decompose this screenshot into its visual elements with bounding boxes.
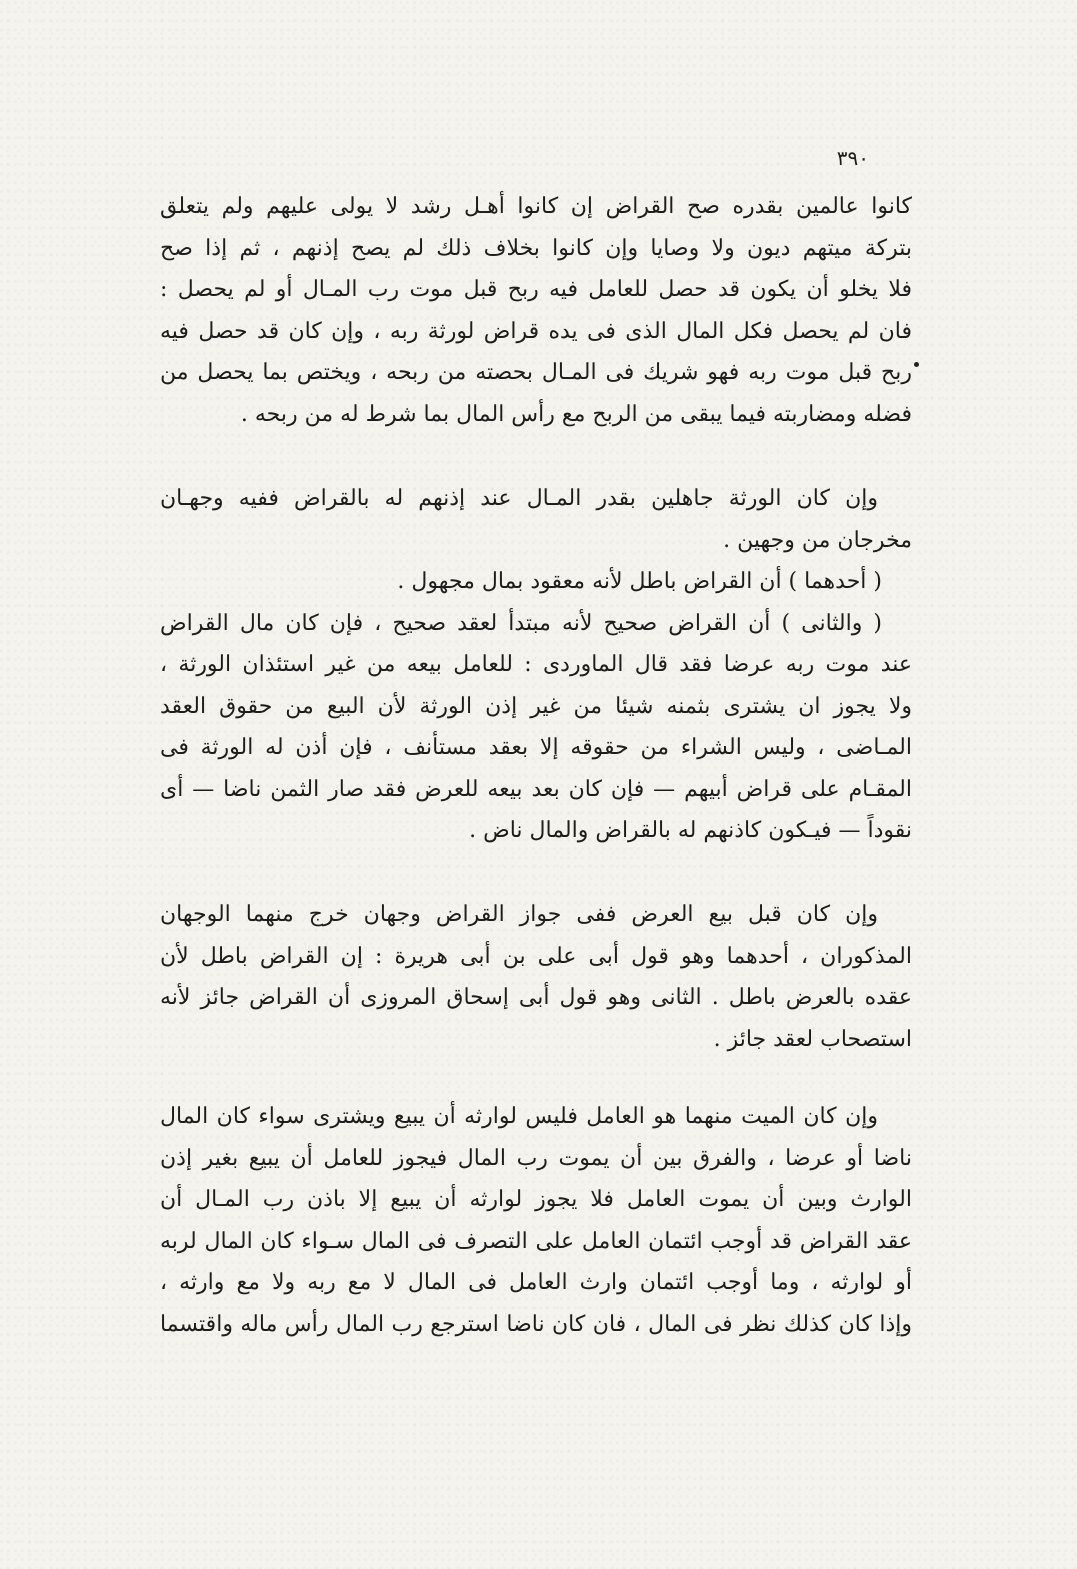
text-line: فلا يخلو أن يكون قد حصل للعامل فيه ربح قبل موت رب المـال أو لم يحصل : <box>160 277 912 302</box>
text-line: ( أحدهما ) أن القراض باطل لأنه معقود بمال مجهول . <box>397 569 882 594</box>
text-line: المـاضى ، وليس الشراء من حقوقه إلا بعقد مستأنف ، فإن أذن له الورثة فى <box>160 735 912 760</box>
paragraph-4 <box>160 1096 912 1345</box>
paragraph-1 <box>160 186 912 435</box>
text-line: ناضا أو عرضا ، والفرق بين أن يموت رب المال فيجوز للعامل أن يبيع بغير إذن <box>160 1145 912 1171</box>
paragraph-2 <box>160 478 912 852</box>
text-line: مخرجان من وجهين . <box>723 527 912 553</box>
text-line: عقده بالعرض باطل . الثانى وهو قول أبى إسحاق المروزى أن القراض جائز لأنه <box>160 985 912 1010</box>
text-line: أو لوارثه ، وما أوجب ائتمان وارث العامل فى المال لا مع ربه ولا مع وارثه ، <box>160 1270 912 1295</box>
scan-speck <box>914 362 919 367</box>
page-number: ٣٩٠ <box>836 146 869 170</box>
text-line: وإن كان الميت منهما هو العامل فليس لوارثه أن يبيع ويشترى سواء كان المال <box>160 1104 878 1129</box>
text-line: ( والثانى ) أن القراض صحيح لأنه مبتدأ لعقد صحيح ، فإن كان مال القراض <box>160 610 882 636</box>
text-line: ولا يجوز ان يشترى بثمنه شيئا من غير إذن الورثة لأن البيع من حقوق العقد <box>160 693 912 719</box>
text-line: الوارث وبين أن يموت العامل فلا يجوز لوارثه أن يبيع إلا باذن رب المـال أن <box>160 1187 912 1212</box>
text-line: كانوا عالمين بقدره صح القراض إن كانوا أهـل رشد لا يولى عليهم ولم يتعلق <box>160 194 912 219</box>
text-line: فان لم يحصل فكل المال الذى فى يده قراض لورثة ربه ، وإن كان قد حصل فيه <box>160 318 912 344</box>
text-line: ربح قبل موت ربه فهو شريك فى المـال بحصته من ربحه ، ويختص بما يحصل من <box>160 360 912 385</box>
text-line: عند موت ربه عرضا فقد قال الماوردى : للعامل بيعه من غير استئذان الورثة ، <box>160 652 912 677</box>
text-line: المذكوران ، أحدهما وهو قول أبى على بن أبى هريرة : إن القراض باطل لأن <box>160 943 912 969</box>
text-line: استصحاب لعقد جائز . <box>713 1026 912 1052</box>
text-line: وإن كان قبل بيع العرض ففى جواز القراض وجهان خرج منهما الوجهان <box>160 902 878 927</box>
text-line: عقد القراض قد أوجب ائتمان العامل على التصرف فى المال سـواء كان المال لربه <box>160 1228 912 1254</box>
text-line: فضله ومضاربته فيما يبقى من الربح مع رأس المال بما شرط له من ربحه . <box>240 401 912 427</box>
text-line: بتركة ميتهم ديون ولا وصايا وإن كانوا بخلاف ذلك لم يصح إذنهم ، ثم إذا صح <box>160 235 912 261</box>
text-line: نقوداً — فيـكون كاذنهم له بالقراض والمال ناض . <box>469 818 912 843</box>
text-line: المقـام على قراض أبيهم — فإن كان بعد بيعه للعرض فقد صار الثمن ناضا — أى <box>160 776 912 802</box>
text-line: وإذا كان كذلك نظر فى المال ، فان كان ناضا استرجع رب المال رأس ماله واقتسما <box>160 1311 912 1337</box>
text-line: وإن كان الورثة جاهلين بقدر المـال عند إذنهم له بالقراض ففيه وجهـان <box>160 486 878 511</box>
paragraph-3 <box>160 894 912 1060</box>
